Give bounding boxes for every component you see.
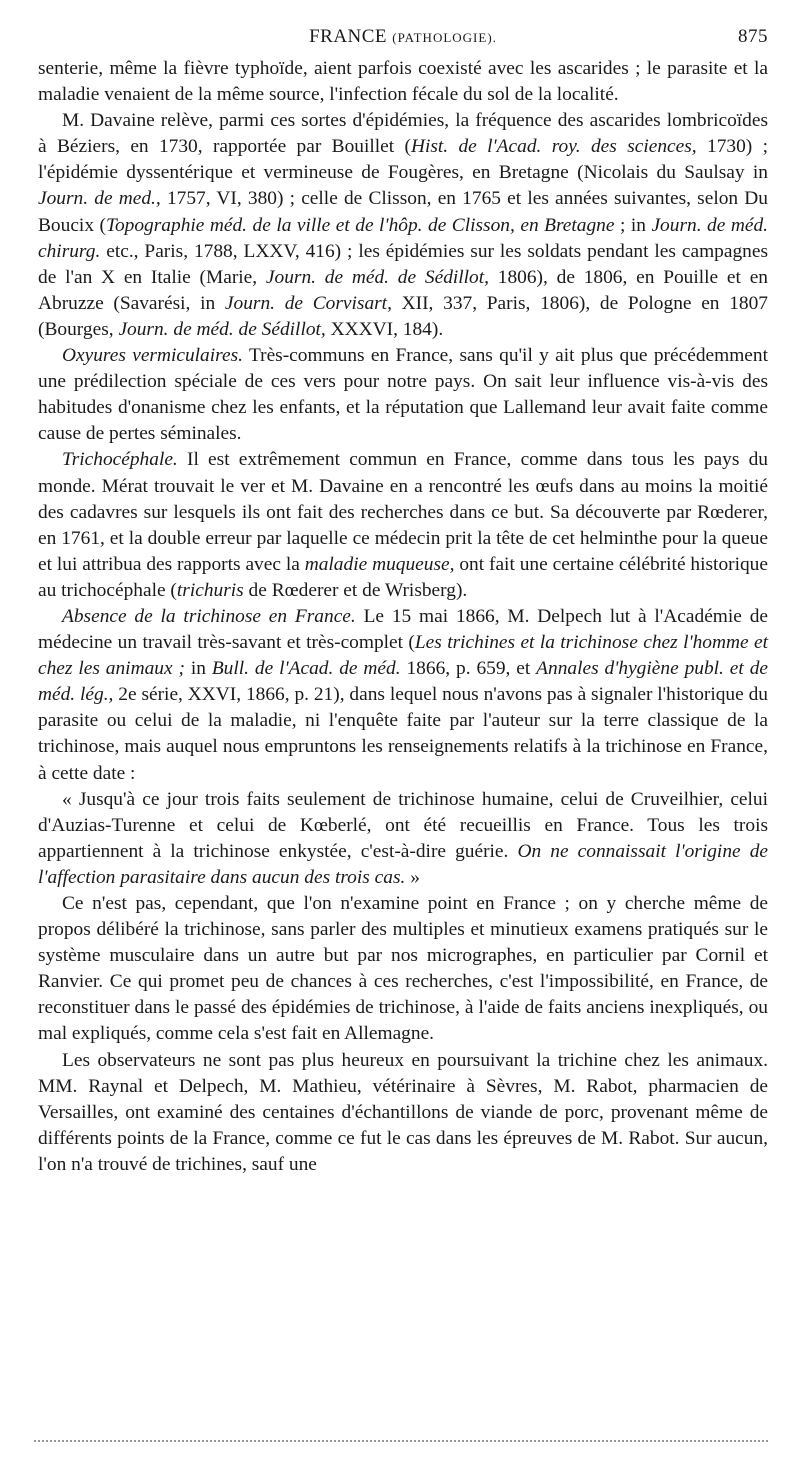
section-heading-oxyures: Oxyures vermiculaires. (62, 345, 243, 367)
paragraph-davaine-epidemics: M. Davaine relève, parmi ces sortes d'épidémies, la fréquence des ascarides lombricoïdes à Béziers, en 1730, rapportée par Bouillet (Hist. de l'Acad. roy. des sciences, 1730) ; l'épidémie dyssentérique et vermineuse de Fougères, en Bretagne (Nicolais du Saulsay in Journ. de med., 1757, VI, 380) ; celle de Clisson, en 1765 et les années suivantes, selon Du Boucix (Topographie méd. de la ville et de l'hôp. de Clisson, en Bretagne ; in Journ. de méd. chirurg. etc., Paris, 1788, LXXV, 416) ; les épidémies sur les soldats pendant les campagnes de l'an X en Italie (Marie, Journ. de méd. de Sédillot, 1806), de 1806, en Pouille et en Abruzze (Savarési, in Journ. de Corvisart, XII, 337, Paris, 1806), de Pologne en 1807 (Bourges, Journ. de méd. de Sédillot, XXXVI, 184). (38, 110, 769, 340)
running-title-main: FRANCE (309, 26, 388, 47)
running-title-subtitle: (PATHOLOGIE). (392, 30, 497, 45)
page-number: 875 (738, 26, 768, 47)
running-title (38, 26, 768, 48)
running-head (38, 26, 768, 56)
section-heading-trichinose: Absence de la trichinose en France. (62, 605, 356, 627)
paragraph-oxyures: Oxyures vermiculaires. Très-communs en France, sans qu'il y ait plus que précédemment une prédilection spéciale de ces vers pour notre pays. On sait leur influence vis-à-vis des habitudes d'onanisme chez les enfants, et la réputation que Lallemand leur avait faite comme cause de pertes séminales. (38, 345, 768, 445)
bottom-dotted-rule (34, 1440, 768, 1442)
body-text (38, 56, 768, 1178)
paragraph-quotation: « Jusqu'à ce jour trois faits seulement de trichinose humaine, celui de Cruveilhier, celui d'Auzias-Turenne et celui de Kœberlé, ont été recueillis en France. Tous les trois appartiennent à la trichinose enkystée, c'est-à-dire guérie. On ne connaissait l'origine de l'affection parasitaire dans aucun des trois cas. » (38, 788, 769, 888)
section-heading-trichocephale: Trichocéphale. (62, 449, 178, 471)
paragraph-examination: Ce n'est pas, cependant, que l'on n'examine point en France ; on y cherche même de propos délibéré la trichinose, sans parler des multiples et minutieux examens pratiqués sur le système musculaire dans un autre but par nos micrographes, en particulier par Cornil et Ranvier. Ce qui promet peu de chances à ces recherches, c'est l'impossibilité, en France, de reconstituer dans le passé des épidémies de trichinose, à l'aide de faits anciens inexpliqués, ou mal expliqués, comme cela s'est fait en Allemagne. (38, 893, 768, 1045)
paragraph-animals: Les observateurs ne sont pas plus heureux en poursuivant la trichine chez les animaux. MM. Raynal et Delpech, M. Mathieu, vétérinaire à Sèvres, M. Rabot, pharmacien de Versailles, ont examiné des centaines d'échantillons de viande de porc, provenant même de différents points de la France, comme ce fut le cas dans les épreuves de M. Rabot. Sur aucun, l'on n'a trouvé de trichines, sauf une (38, 1049, 768, 1175)
paragraph-trichinose: Absence de la trichinose en France. Le 15 mai 1866, M. Delpech lut à l'Académie de médecine un travail très-savant et très-complet (Les trichines et la trichinose chez l'homme et chez les animaux ; in Bull. de l'Acad. de méd. 1866, p. 659, et Annales d'hygiène publ. et de méd. lég., 2e série, XXVI, 1866, p. 21), dans lequel nous n'avons pas à signaler l'historique du parasite ou celui de la maladie, ni l'enquête faite par l'auteur sur la terre classique de la trichinose, mais auquel nous empruntons les renseignements relatifs à la trichinose en France, à cette date : (38, 605, 768, 784)
paragraph-continued: senterie, même la fièvre typhoïde, aient parfois coexisté avec les ascarides ; le parasite et la maladie venaient de la même source, l'infection fécale du sol de la localité. (38, 58, 768, 106)
paragraph-trichocephale: Trichocéphale. Il est extrêmement commun en France, comme dans tous les pays du monde. Mérat trouvait le ver et M. Davaine en a rencontré les œufs dans au moins la moitié des cadavres sur lesquels ils ont fait des recherches dans ce but. Sa découverte par Rœderer, en 1761, et la double erreur par laquelle ce médecin prit la tête de cet helminthe pour la queue et lui attribua des rapports avec la maladie muqueuse, ont fait une certaine célébrité historique au trichocéphale (trichuris de Rœderer et de Wrisberg). (38, 449, 768, 601)
